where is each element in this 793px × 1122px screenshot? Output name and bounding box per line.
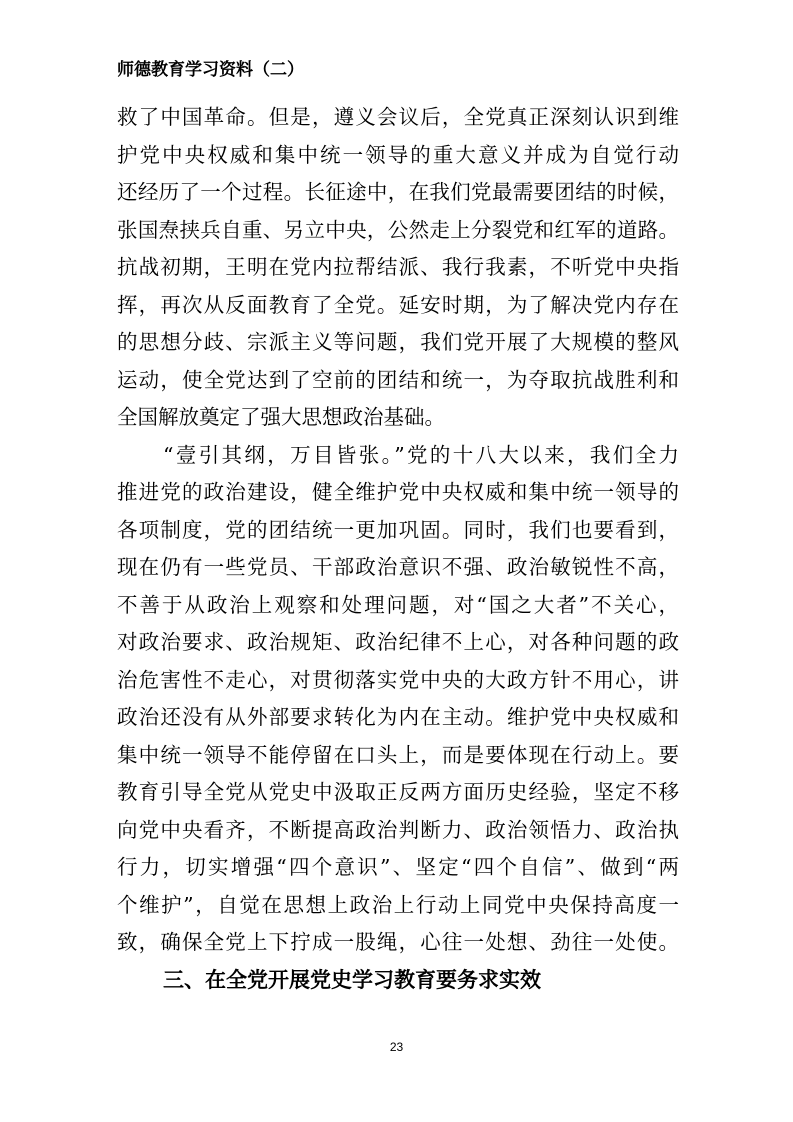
text-line: 还经历了一个过程。长征途中，在我们党最需要团结的时候， (117, 180, 679, 204)
text-line: 个维护”，自觉在思想上政治上行动上同党中央保持高度一 (117, 892, 679, 917)
text-line: 推进党的政治建设，健全维护党中央权威和集中统一领导的 (117, 480, 679, 504)
document-header-title: 师德教育学习资料（二） (117, 60, 304, 80)
paragraph (117, 437, 679, 962)
text-line: 治危害性不走心，对贯彻落实党中央的大政方针不用心，讲 (117, 667, 679, 692)
text-line: 抗战初期，王明在党内拉帮结派、我行我素，不听党中央指 (117, 255, 679, 279)
text-line: 行力，切实增强“四个意识”、坚定“四个自信”、做到“两 (117, 855, 679, 879)
text-line: “壹引其纲，万目皆张。”党的十八大以来，我们全力 (163, 442, 679, 467)
text-line: 全国解放奠定了强大思想政治基础。 (117, 405, 445, 429)
text-line: 各项制度，党的团结统一更加巩固。同时，我们也要看到， (117, 517, 679, 542)
text-line: 教育引导全党从党史中汲取正反两方面历史经验，坚定不移 (117, 780, 679, 804)
text-line: 护党中央权威和集中统一领导的重大意义并成为自觉行动 (117, 142, 679, 167)
section-heading: 三、在全党开展党史学习教育要务求实效 (163, 967, 541, 992)
document-body (117, 99, 679, 999)
text-line: 的思想分歧、宗派主义等问题，我们党开展了大规模的整风 (117, 330, 679, 354)
page-number: 23 (389, 1040, 404, 1054)
text-line: 运动，使全党达到了空前的团结和统一，为夺取抗战胜利和 (117, 367, 679, 392)
text-line: 致，确保全党上下拧成一股绳，心往一处想、劲往一处使。 (117, 930, 679, 954)
text-line: 张国焘挟兵自重、另立中央，公然走上分裂党和红军的道路。 (117, 217, 679, 242)
text-line: 对政治要求、政治规矩、政治纪律不上心，对各种问题的政 (117, 630, 679, 654)
text-line: 现在仍有一些党员、干部政治意识不强、政治敏锐性不高， (117, 555, 679, 579)
text-line: 向党中央看齐，不断提高政治判断力、政治领悟力、政治执 (117, 817, 679, 842)
text-line: 集中统一领导不能停留在口头上，而是要体现在行动上。要 (117, 742, 679, 767)
text-line: 挥，再次从反面教育了全党。延安时期，为了解决党内存在 (117, 292, 679, 317)
text-line: 不善于从政治上观察和处理问题，对“国之大者”不关心， (117, 592, 679, 617)
text-line: 救了中国革命。但是，遵义会议后，全党真正深刻认识到维 (117, 105, 679, 129)
paragraph (117, 99, 679, 437)
text-line: 政治还没有从外部要求转化为内在主动。维护党中央权威和 (117, 705, 679, 729)
